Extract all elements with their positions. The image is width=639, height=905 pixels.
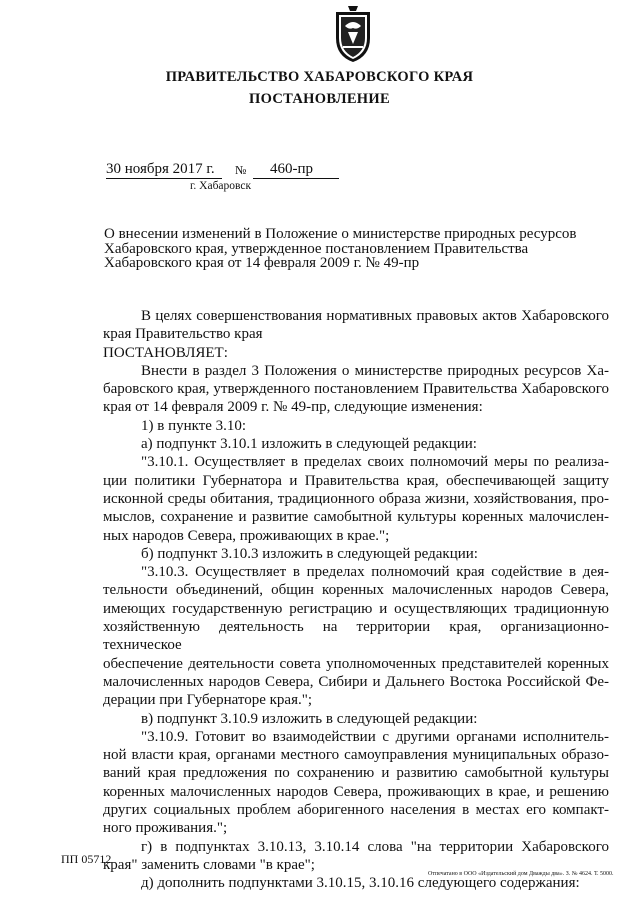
body-line: ПОСТАНОВЛЯЕТ: [103, 344, 228, 361]
body-line: хозяйственную деятельность на территории края, организационно-техническое [103, 619, 609, 654]
document-subject: О внесении изменений в Положение о министерстве природных ресурсов Хабаровского края, утвержденное постановлением Правительства Хабаровского края от 14 февраля 2009 г. № 49-пр [104, 226, 577, 271]
document-date: 30 ноября 2017 г. [106, 161, 215, 177]
body-line: ваний края предложения по сохранению и развитию самобытной культуры [103, 765, 609, 782]
body-line: края" заменить словами "в крае"; [103, 856, 315, 873]
body-line: Внести в раздел 3 Положения о министерстве природных ресурсов Ха- [141, 362, 609, 379]
date-underline [106, 178, 222, 179]
government-title: ПРАВИТЕЛЬСТВО ХАБАРОВСКОГО КРАЯ [165, 69, 474, 85]
body-line: баровского края, утвержденного постановлением Правительства Хабаровского [103, 381, 609, 398]
coat-of-arms-icon [332, 4, 374, 64]
body-line: в) подпункт 3.10.9 изложить в следующей редакции: [141, 710, 478, 727]
body-line: ного проживания."; [103, 820, 228, 837]
print-note: Отпечатано в ООО «Издательский дом Дважды два». З. № 4624. Т. 5000. [428, 871, 614, 877]
document-type: ПОСТАНОВЛЕНИЕ [249, 91, 390, 107]
date-number-line [106, 161, 340, 181]
body-line: края от 14 февраля 2009 г. № 49-пр, следующие изменения: [103, 399, 483, 416]
city: г. Хабаровск [190, 180, 252, 192]
number-sign: № [235, 163, 247, 177]
body-line: а) подпункт 3.10.1 изложить в следующей редакции: [141, 436, 477, 453]
number-underline [253, 178, 339, 179]
body-line: д) дополнить подпунктами 3.10.15, 3.10.16 следующего содержания: [141, 875, 580, 892]
body-line: мыслов, сохранение и развитие самобытной культуры коренных малочислен- [103, 509, 609, 526]
body-line: малочисленных народов Севера, Сибири и Дальнего Востока Российской Фе- [103, 673, 609, 690]
body-line: ных народов Севера, проживающих в крае."; [103, 527, 390, 544]
body-line: б) подпункт 3.10.3 изложить в следующей редакции: [141, 545, 478, 562]
body-line: ной власти края, органами местного самоуправления муниципальных образо- [103, 747, 609, 764]
body-line: В целях совершенствования нормативных правовых актов Хабаровского [141, 308, 609, 324]
body-line: тельности объединений, общин коренных малочисленных народов Севера, [103, 582, 609, 599]
body-line: обеспечение деятельности совета уполномоченных представителей коренных [103, 655, 609, 672]
body-line: имеющих государственную регистрацию и осуществляющих традиционную [103, 600, 609, 617]
body-line: края Правительство края [103, 326, 263, 343]
document-number: 460-пр [270, 161, 314, 177]
body-line: "3.10.1. Осуществляет в пределах своих полномочий меры по реализа- [141, 454, 609, 471]
body-line: "3.10.9. Готовит во взаимодействии с другими органами исполнитель- [141, 728, 609, 745]
body-line: "3.10.3. Осуществляет в пределах полномочий края содействие в дея- [141, 564, 609, 581]
body-line: исконной среды обитания, традиционного образа жизни, хозяйствования, про- [103, 490, 609, 507]
document-code: ПП 05712 [61, 852, 112, 866]
body-line: г) в подпунктах 3.10.13, 3.10.14 слова "на территории Хабаровского [141, 838, 609, 855]
document-body [103, 307, 609, 893]
body-line: 1) в пункте 3.10: [141, 417, 247, 434]
body-line: дерации при Губернаторе края."; [103, 692, 313, 709]
body-line: других социальных проблем аборигенного населения в местах его компакт- [103, 802, 609, 819]
body-line: ции политики Губернатора и Правительства края, обеспечивающей защиту [103, 472, 609, 489]
body-line: коренных малочисленных народов Севера, проживающих в крае, и решению [103, 783, 609, 800]
